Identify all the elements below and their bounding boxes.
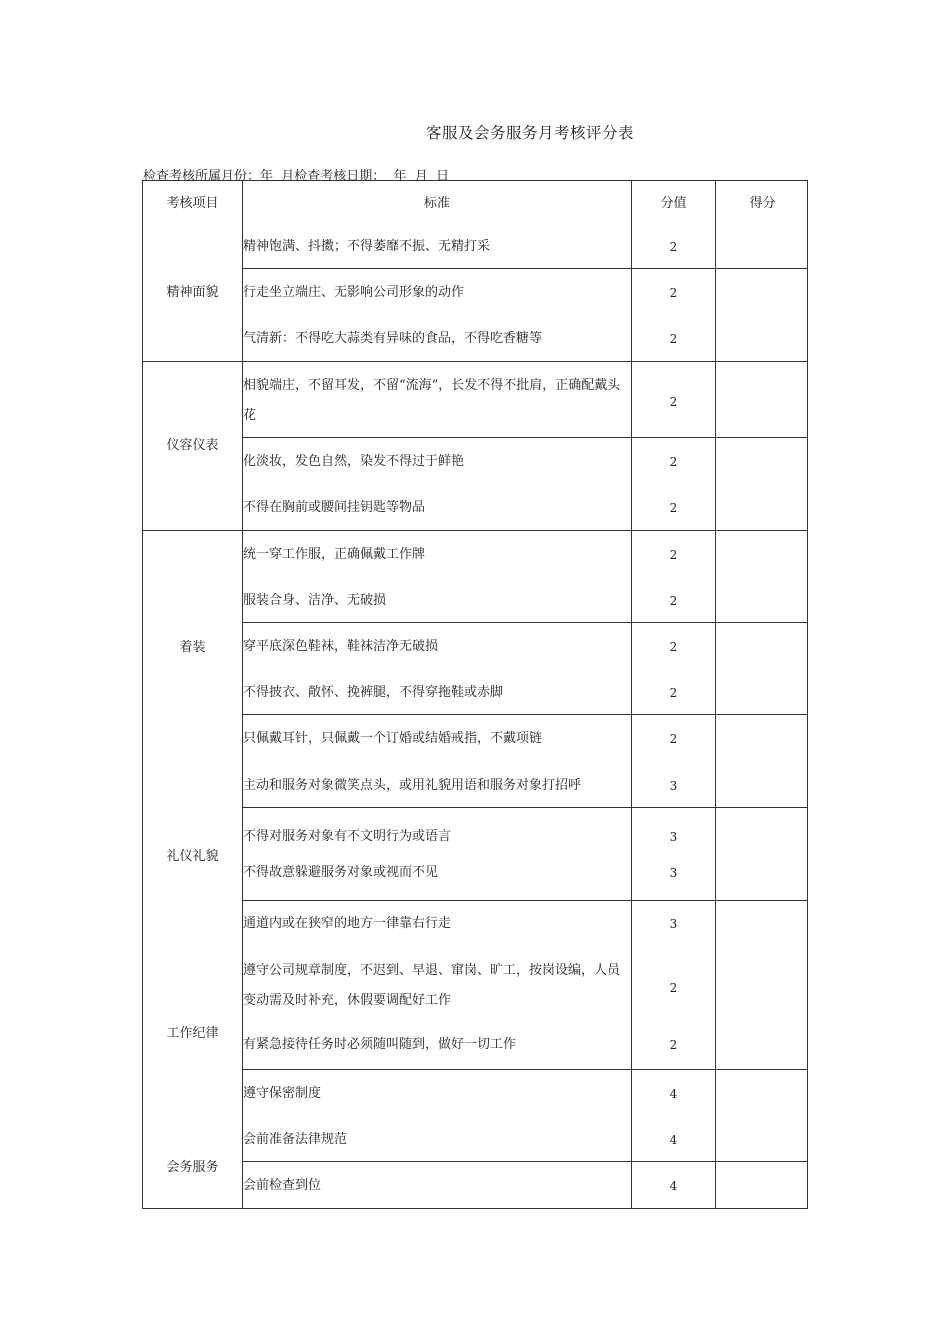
score-value: 3 <box>669 917 678 931</box>
inspection-date-line: 检查考核所属月份：年 月检查考核日期： 年 月 日 <box>143 169 450 184</box>
row-divider <box>242 437 807 438</box>
standard-text: 会前准备法律规范 <box>243 1132 348 1147</box>
category-label: 仪容仪表 <box>166 438 219 453</box>
score-value: 2 <box>669 640 678 654</box>
score-value: 2 <box>669 981 678 995</box>
category-label: 礼仪礼貌 <box>166 849 219 864</box>
standard-text: 只佩戴耳针，只佩戴一个订婚或结婚戒指，不戴项链 <box>243 731 543 746</box>
header-score: 得分 <box>749 196 776 211</box>
row-divider <box>143 361 807 362</box>
header-standard: 标准 <box>423 196 450 211</box>
standard-text: 化淡妆，发色自然，染发不得过于鲜艳 <box>243 454 465 469</box>
standard-text: 不得披衣、敞怀、挽裤腿，不得穿拖鞋或赤脚 <box>243 685 504 700</box>
category-label: 精神面貌 <box>166 285 219 300</box>
score-value: 2 <box>669 594 678 608</box>
header-item: 考核项目 <box>166 196 219 211</box>
standard-text: 会前检查到位 <box>243 1178 322 1193</box>
category-label: 着装 <box>179 640 206 655</box>
score-value: 4 <box>669 1179 678 1193</box>
row-divider <box>242 268 807 269</box>
score-value: 2 <box>669 501 678 515</box>
score-value: 2 <box>669 240 678 254</box>
category-label: 会务服务 <box>166 1160 219 1175</box>
standard-text: 精神饱满、抖擞；不得萎靡不振、无精打采 <box>243 239 491 254</box>
col-divider <box>715 181 716 1208</box>
score-value: 3 <box>669 866 678 880</box>
row-divider <box>242 807 807 808</box>
score-value: 2 <box>669 686 678 700</box>
score-table <box>142 180 808 1209</box>
score-value: 4 <box>669 1133 678 1147</box>
standard-text: 不得故意躲避服务对象或视而不见 <box>243 865 439 880</box>
standard-text: 不得在胸前或腰间挂钥匙等物品 <box>243 500 426 515</box>
score-value: 3 <box>669 830 678 844</box>
score-value: 2 <box>669 286 678 300</box>
standard-text: 通道内或在狭窄的地方一律靠右行走 <box>243 916 452 931</box>
header-value: 分值 <box>660 196 687 211</box>
standard-text: 有紧急接待任务时必须随叫随到，做好一切工作 <box>243 1037 517 1052</box>
standard-text: 气清新：不得吃大蒜类有异味的食品，不得吃香糖等 <box>243 331 543 346</box>
score-value: 2 <box>669 732 678 746</box>
standard-text: 遵守保密制度 <box>243 1086 322 1101</box>
score-value: 2 <box>669 1038 678 1052</box>
page-title: 客服及会务服务月考核评分表 <box>425 124 634 142</box>
score-value: 2 <box>669 548 678 562</box>
standard-text: 穿平底深色鞋袜，鞋袜洁净无破损 <box>243 639 439 654</box>
standard-text: 不得对服务对象有不文明行为或语言 <box>243 829 452 844</box>
row-divider <box>242 714 807 715</box>
row-divider <box>242 1161 807 1162</box>
standard-text: 统一穿工作服，正确佩戴工作牌 <box>243 547 426 562</box>
standard-text: 相貌端庄，不留耳发，不留“流海”，长发不得不批肩，正确配戴头花 <box>243 378 621 423</box>
row-divider <box>242 622 807 623</box>
score-value: 3 <box>669 779 678 793</box>
score-value: 2 <box>669 395 678 409</box>
row-divider <box>242 900 807 901</box>
standard-text: 服装合身、洁净、无破损 <box>243 593 387 608</box>
score-value: 4 <box>669 1087 678 1101</box>
standard-text: 行走坐立端庄、无影响公司形象的动作 <box>243 285 465 300</box>
standard-text: 主动和服务对象微笑点头，或用礼貌用语和服务对象打招呼 <box>243 778 582 793</box>
score-value: 2 <box>669 455 678 469</box>
standard-text: 遵守公司规章制度，不迟到、早退、窜岗、旷工，按岗设编，人员变动需及时补充，休假要调配好工作 <box>243 963 621 1008</box>
row-divider <box>143 530 807 531</box>
category-label: 工作纪律 <box>166 1026 219 1041</box>
row-divider <box>242 1069 807 1070</box>
score-value: 2 <box>669 332 678 346</box>
